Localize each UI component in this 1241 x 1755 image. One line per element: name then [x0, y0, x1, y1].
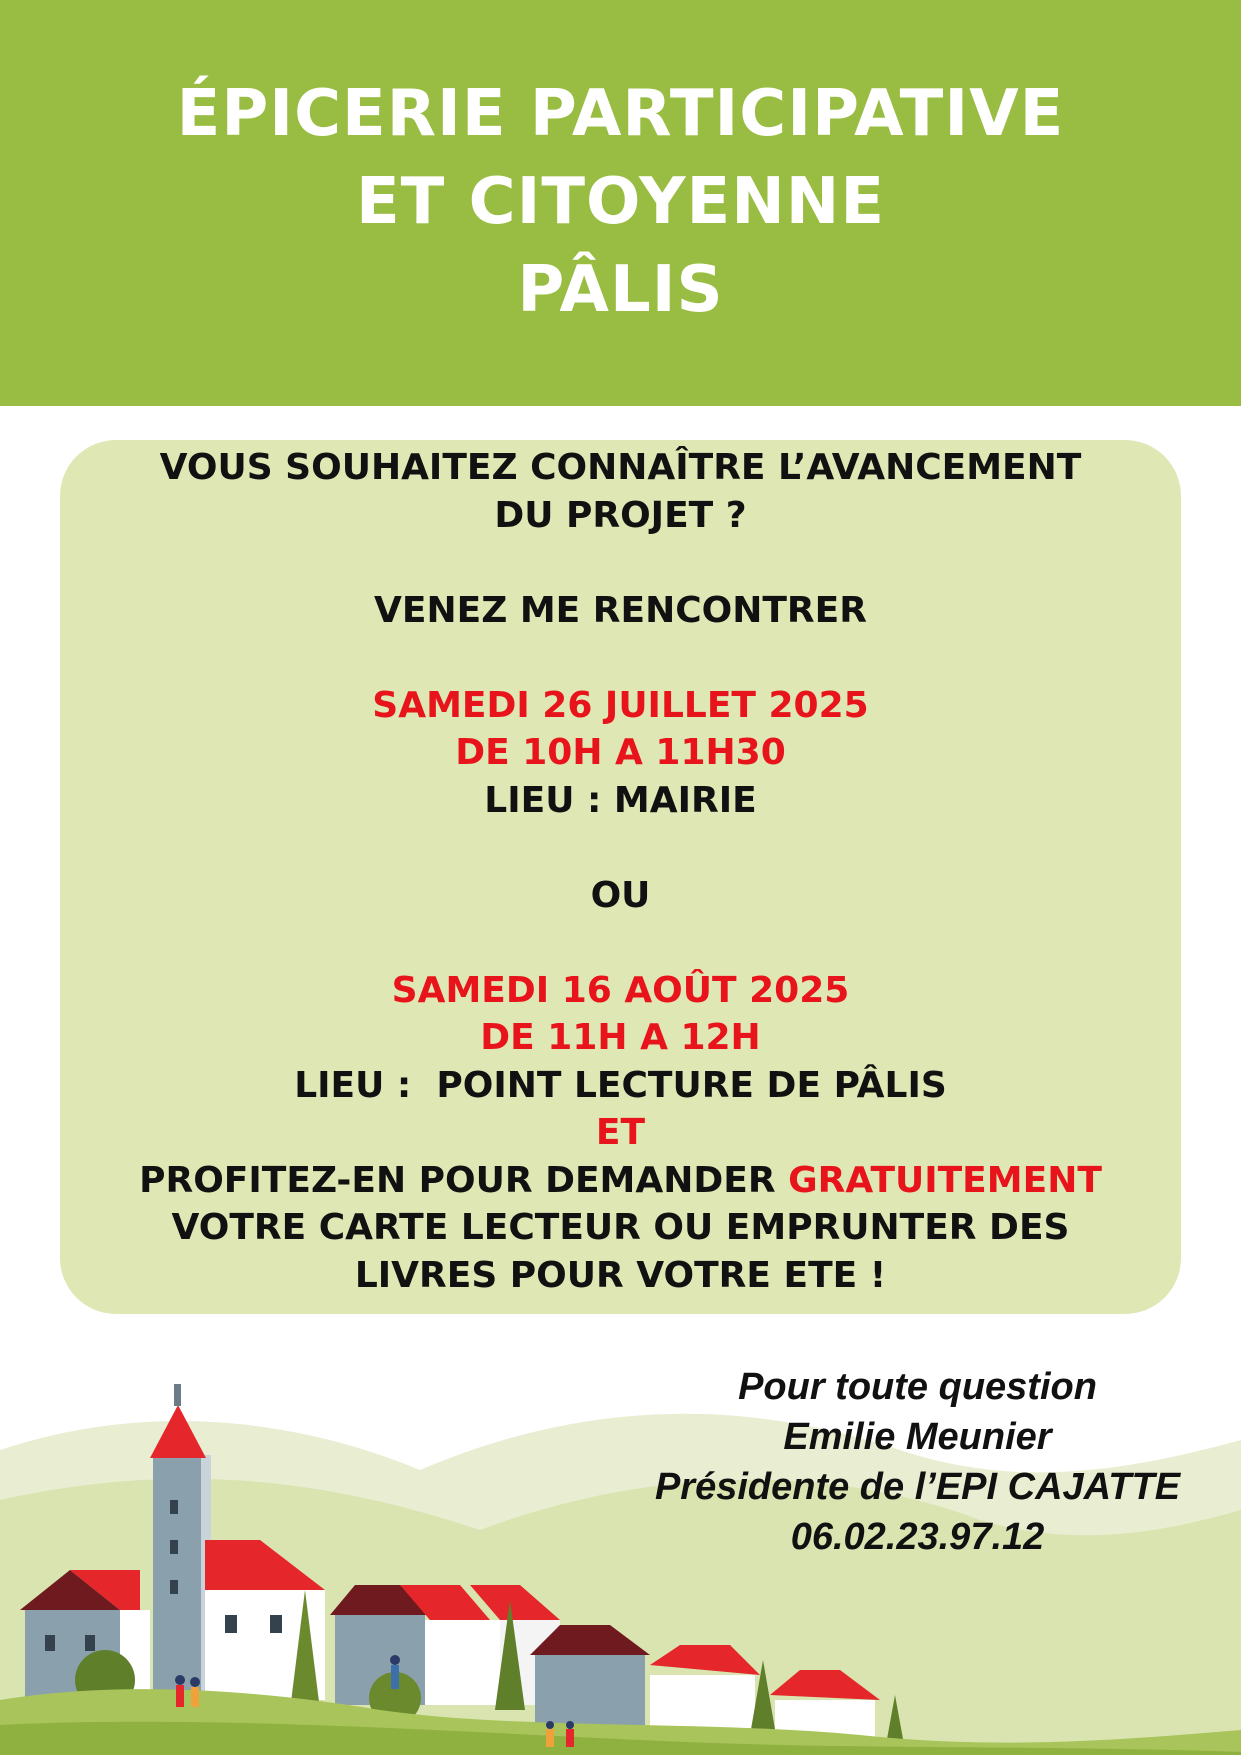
offer-highlight: GRATUITEMENT — [788, 1159, 1102, 1201]
question-line-1: VOUS SOUHAITEZ CONNAÎTRE L’AVANCEMENT — [159, 447, 1082, 488]
offer-line-3: LIVRES POUR VOTRE ETE ! — [354, 1254, 887, 1296]
contact-name: Emilie Meunier — [783, 1416, 1052, 1458]
page-title — [0, 70, 1241, 334]
offer-line-1 — [60, 1157, 1181, 1205]
title-line-1: ÉPICERIE PARTICIPATIVE — [176, 77, 1065, 151]
event1-time: DE 10H A 11H30 — [455, 732, 786, 773]
info-text — [60, 444, 1181, 1299]
contact-phone: 06.02.23.97.12 — [790, 1516, 1045, 1558]
or-separator: OU — [590, 874, 651, 916]
header-banner — [0, 0, 1241, 406]
event1-date: SAMEDI 26 JUILLET 2025 — [372, 684, 869, 726]
offer-line-2: VOTRE CARTE LECTEUR OU EMPRUNTER DES — [171, 1207, 1070, 1248]
title-line-2: ET CITOYENNE — [355, 165, 886, 239]
contact-intro: Pour toute question — [738, 1366, 1097, 1408]
question-line-2: DU PROJET ? — [494, 494, 747, 536]
event2-time: DE 11H A 12H — [480, 1017, 761, 1058]
and-separator: ET — [595, 1112, 646, 1153]
event2-date: SAMEDI 16 AOÛT 2025 — [391, 969, 850, 1011]
title-line-3: PÂLIS — [517, 253, 724, 327]
invite-text: VENEZ ME RENCONTRER — [374, 589, 867, 631]
offer-line-1-start: PROFITEZ-EN POUR DEMANDER — [139, 1159, 789, 1201]
event2-place: LIEU : POINT LECTURE DE PÂLIS — [294, 1064, 947, 1106]
info-panel — [60, 440, 1181, 1314]
contact-role: Présidente de l’EPI CAJATTE — [654, 1466, 1181, 1508]
event1-place: LIEU : MAIRIE — [484, 779, 757, 821]
contact-block — [610, 1362, 1225, 1562]
